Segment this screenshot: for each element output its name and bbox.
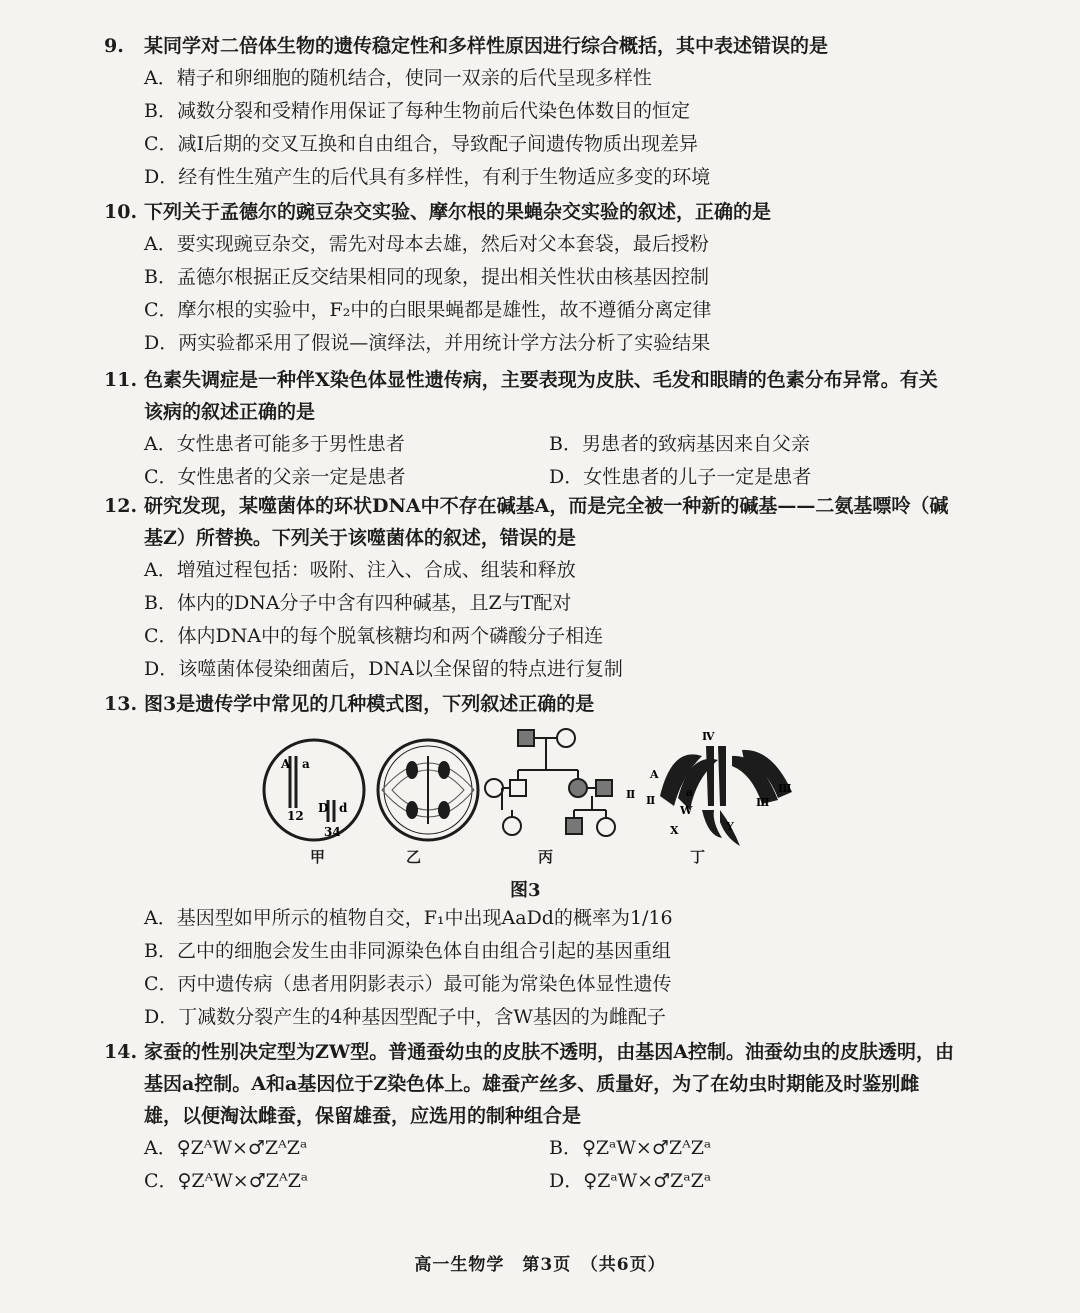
question-9 <box>104 30 954 194</box>
option-d: D．♀ZᵃW×♂ZᵃZᵃ <box>549 1170 712 1192</box>
chromosome-number: 34 <box>324 825 341 839</box>
question-14 <box>104 1036 954 1198</box>
gene-label: D <box>318 801 329 815</box>
question-13 <box>104 688 954 720</box>
option-b: B．孟德尔根据正反交结果相同的现象，提出相关性状由核基因控制 <box>144 266 709 288</box>
option-a: A．♀ZᴬW×♂ZᴬZᵃ <box>144 1137 308 1159</box>
option-b: B．减数分裂和受精作用保证了每种生物前后代染色体数目的恒定 <box>144 100 690 122</box>
gene-label: d <box>339 801 348 815</box>
question-number: 10. <box>104 201 138 223</box>
question-12 <box>104 490 954 686</box>
chromosome-label: Y <box>726 820 734 833</box>
question-number: 12. <box>104 495 138 517</box>
option-c: C．丙中遗传病（患者用阴影表示）最可能为常染色体显性遗传 <box>144 973 672 995</box>
chromosome-label: Ⅱ <box>626 788 636 801</box>
question-11 <box>104 364 954 494</box>
option-d: D．女性患者的儿子一定是患者 <box>549 466 812 488</box>
chromosome-label: a <box>686 786 694 799</box>
option-b: B．乙中的细胞会发生由非同源染色体自由组合引起的基因重组 <box>144 940 671 962</box>
chromosome-label: Ⅱ <box>646 794 656 807</box>
gene-label: a <box>302 757 310 771</box>
chromosome-label: W <box>680 804 693 817</box>
option-c: C．减Ⅰ后期的交叉互换和自由组合，导致配子间遗传物质出现差异 <box>144 133 699 155</box>
question-stem: 某同学对二倍体生物的遗传稳定性和多样性原因进行综合概括，其中表述错误的是 <box>144 35 829 57</box>
option-b: B．♀ZᵃW×♂ZᴬZᵃ <box>549 1137 712 1159</box>
option-c: C．摩尔根的实验中，F₂中的白眼果蝇都是雄性，故不遵循分离定律 <box>144 299 712 321</box>
option-c: C．女性患者的父亲一定是患者 <box>144 466 406 488</box>
chromosome-number: 12 <box>287 809 304 823</box>
figure-label-bing: 丙 <box>538 848 554 866</box>
chromosome-label: Ⅳ <box>702 730 715 743</box>
question-number: 11. <box>104 369 138 391</box>
figure-label-ding: 丁 <box>690 848 706 866</box>
figure-3 <box>262 726 802 901</box>
figure-title: 图3 <box>510 880 541 901</box>
question-number: 13. <box>104 693 138 715</box>
option-a: A．精子和卵细胞的随机结合，使同一双亲的后代呈现多样性 <box>144 67 652 89</box>
option-c: C．♀ZᴬW×♂ZᴬZᵃ <box>144 1170 309 1192</box>
cell-jia <box>264 740 364 840</box>
option-a: A．基因型如甲所示的植物自交，F₁中出现AaDd的概率为1/16 <box>144 907 673 929</box>
option-d: D．经有性生殖产生的后代具有多样性，有利于生物适应多变的环境 <box>144 166 711 188</box>
option-d: D．丁减数分裂产生的4种基因型配子中，含W基因的为雌配子 <box>144 1006 666 1028</box>
page-footer: 高一生物学 第3页 （共6页） <box>414 1255 666 1275</box>
figure-label-yi: 乙 <box>406 848 422 866</box>
question-number: 9. <box>104 35 124 57</box>
option-d: D．该噬菌体侵染细菌后，DNA以全保留的特点进行复制 <box>144 658 623 680</box>
option-b: B．体内的DNA分子中含有四种碱基，且Z与T配对 <box>144 592 572 614</box>
question-stem: 图3是遗传学中常见的几种模式图，下列叙述正确的是 <box>144 693 595 715</box>
option-a: A．要实现豌豆杂交，需先对母本去雄，然后对父本套袋，最后授粉 <box>144 233 709 255</box>
option-c: C．体内DNA中的每个脱氧核糖均和两个磷酸分子相连 <box>144 625 604 647</box>
gene-label: A <box>281 757 291 771</box>
question-stem: 下列关于孟德尔的豌豆杂交实验、摩尔根的果蝇杂交实验的叙述，正确的是 <box>144 201 772 223</box>
chromosome-label: Ⅲ <box>778 782 792 795</box>
question-10 <box>104 196 954 360</box>
chromosome-label: Ⅲ <box>756 796 770 809</box>
pedigree-bing <box>485 729 615 836</box>
option-d: D．两实验都采用了假说—演绎法，并用统计学方法分析了实验结果 <box>144 332 711 354</box>
chromosome-label: A <box>650 768 659 781</box>
chromosome-label: X <box>670 824 679 837</box>
cell-yi <box>378 740 478 840</box>
option-a: A．增殖过程包括：吸附、注入、合成、组装和释放 <box>144 559 576 581</box>
question-13-options <box>104 902 954 1034</box>
option-b: B．男患者的致病基因来自父亲 <box>549 433 810 455</box>
figure-label-jia: 甲 <box>310 848 326 866</box>
option-a: A．女性患者可能多于男性患者 <box>144 433 405 455</box>
question-stem: 家蚕的性别决定型为ZW型。普通蚕幼虫的皮肤不透明，由基因A控制。油蚕幼虫的皮肤透明，由基因a控制。A和a基因位于Z染色体上。雄蚕产丝多、质量好，为了在幼虫时期能及时鉴别雌雄，以便淘汰雌蚕，保留雄蚕，应选用的制种组合是 <box>144 1041 954 1127</box>
figure-3-diagram <box>262 726 802 876</box>
question-stem: 色素失调症是一种伴X染色体显性遗传病，主要表现为皮肤、毛发和眼睛的色素分布异常。有关该病的叙述正确的是 <box>144 369 938 423</box>
question-number: 14. <box>104 1041 138 1063</box>
question-stem: 研究发现，某噬菌体的环状DNA中不存在碱基A，而是完全被一种新的碱基——二氨基嘌呤（碱基Z）所替换。下列关于该噬菌体的叙述，错误的是 <box>144 495 949 549</box>
